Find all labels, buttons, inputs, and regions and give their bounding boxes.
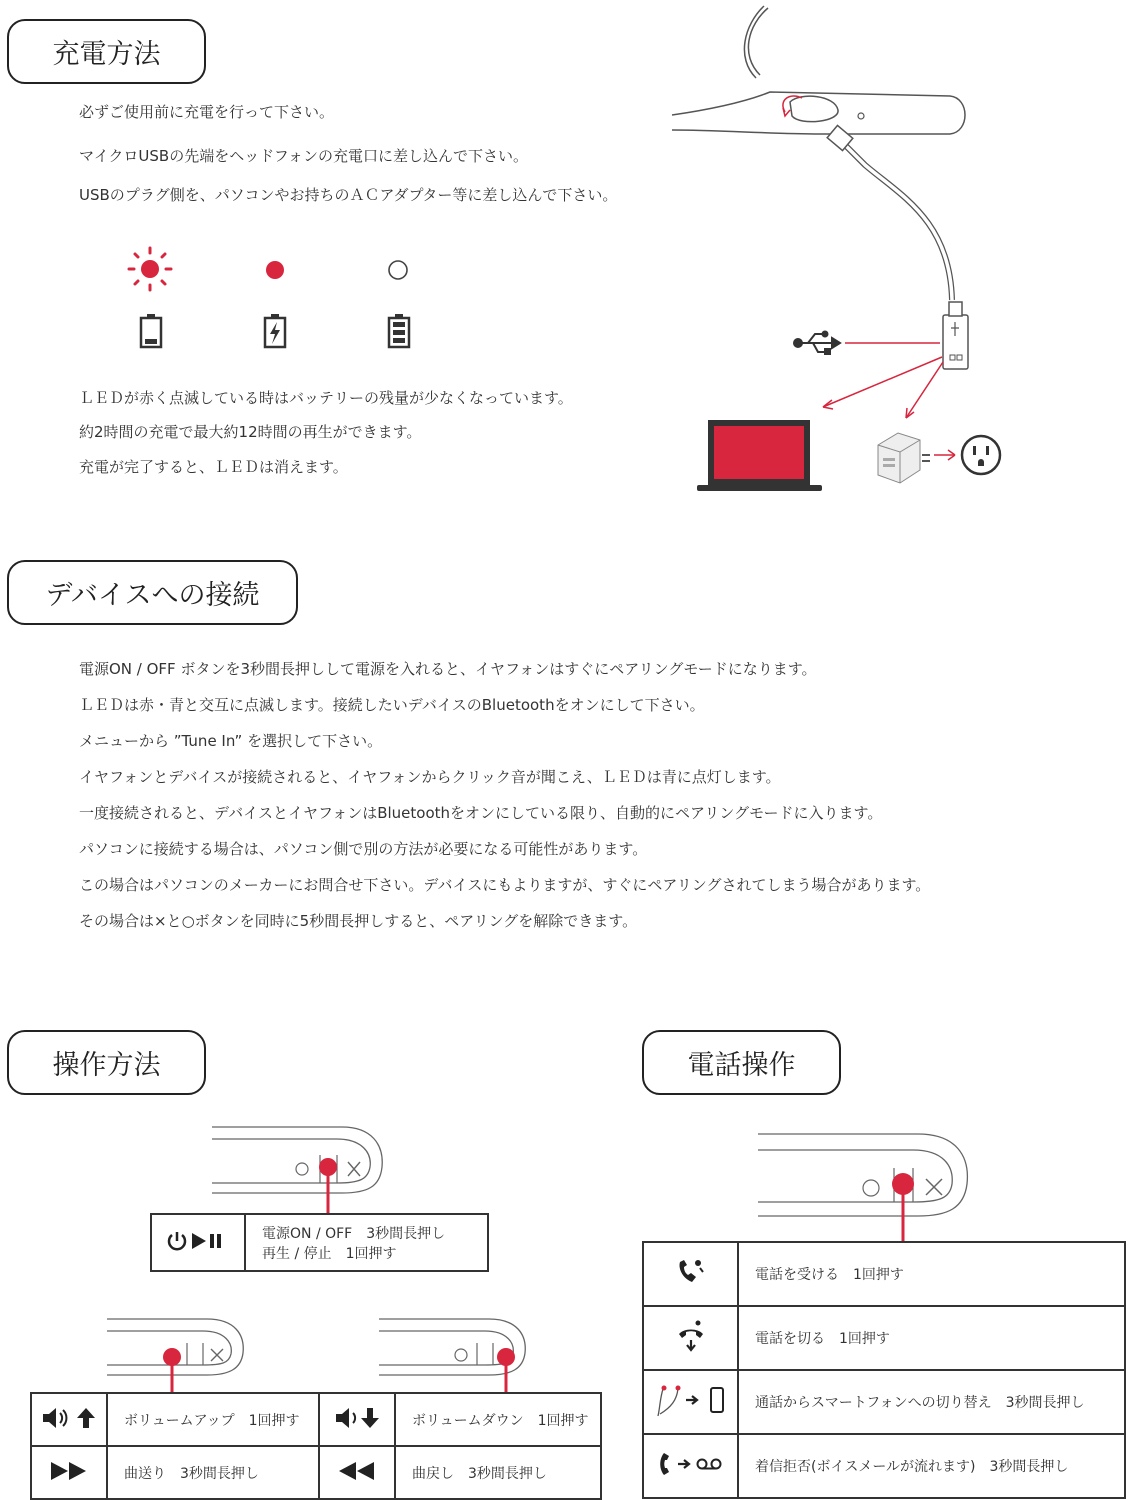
volume-up-icon — [41, 1407, 97, 1429]
earphone-wire — [748, 8, 768, 75]
operation-title: 操作方法 — [52, 1050, 161, 1081]
next-track-icon-cell — [31, 1446, 107, 1499]
battery-charging-icon — [263, 313, 287, 349]
power-table — [150, 1213, 489, 1272]
volume-up-text: ボリュームアップ 1回押す — [107, 1393, 319, 1446]
charging-heading — [7, 19, 206, 84]
connection-title: デバイスへの接続 — [45, 580, 260, 611]
reject-voicemail-icon — [658, 1451, 724, 1477]
phone-table — [642, 1241, 1126, 1499]
next-track-text: 曲送り 3秒間長押し — [107, 1446, 319, 1499]
phone-answer-cell — [643, 1242, 738, 1306]
battery-low-icon — [139, 313, 163, 349]
led-red-icon — [264, 259, 286, 281]
connection-line-7: この場合はパソコンのメーカーにお問合せ下さい。デバイスにもよりますが、すぐにペアリングされてしまう場合があります。 — [79, 876, 931, 894]
phone-answer-text: 電話を受ける 1回押す — [738, 1242, 1125, 1306]
led-blinking-red-icon — [128, 246, 174, 292]
phone-hangup-icon — [676, 1320, 706, 1352]
phone-hangup-text: 電話を切る 1回押す — [738, 1306, 1125, 1370]
connection-line-1: 電源ON / OFF ボタンを3秒間長押しして電源を入れると、イヤフォンはすぐにペアリングモードになります。 — [79, 660, 817, 678]
connection-line-3: メニューから ”Tune In” を選択して下さい。 — [79, 732, 383, 750]
earpiece-diagram-center — [212, 1125, 384, 1215]
wall-outlet-icon — [962, 436, 1000, 474]
power-line-1: 電源ON / OFF 3秒間長押し — [262, 1225, 446, 1242]
volume-down-text: ボリュームダウン 1回押す — [395, 1393, 601, 1446]
operation-heading — [7, 1030, 206, 1095]
usb-cable — [840, 140, 952, 300]
charging-intro-3: USBのプラグ側を、パソコンやお持ちのＡＣアダプター等に差し込んで下さい。 — [79, 186, 618, 204]
power-desc-cell — [245, 1214, 488, 1271]
prev-track-text: 曲戻し 3秒間長押し — [395, 1446, 601, 1499]
charging-note-2: 約2時間の充電で最大約12時間の再生ができます。 — [79, 423, 422, 441]
volume-up-icon-cell — [31, 1393, 107, 1446]
charging-intro-2: マイクロUSBの先端をヘッドフォンの充電口に差し込んで下さい。 — [79, 147, 528, 165]
connection-line-8: その場合は×と○ボタンを同時に5秒間長押しすると、ペアリングを解除できます。 — [79, 912, 638, 930]
volume-track-table — [30, 1392, 602, 1500]
laptop-icon — [697, 420, 822, 491]
connection-line-5: 一度接続されると、デバイスとイヤフォンはBluetoothをオンにしている限り、自動的にペアリングモードに入ります。 — [79, 804, 883, 822]
battery-full-icon — [387, 313, 411, 349]
usb-symbol-icon — [794, 332, 840, 355]
charging-intro-1: 必ずご使用前に充電を行って下さい。 — [79, 103, 335, 121]
phone-answer-icon — [676, 1258, 706, 1286]
charging-title: 充電方法 — [52, 39, 161, 70]
led-off-icon — [387, 259, 409, 281]
connection-line-2: ＬＥＤは赤・青と交互に点滅します。接続したいデバイスのBluetoothをオンにして下さい。 — [79, 696, 705, 714]
power-play-pause-icon — [166, 1230, 230, 1252]
earpiece-diagram-right — [379, 1317, 529, 1393]
charging-note-3: 充電が完了すると、ＬＥＤは消えます。 — [79, 458, 348, 476]
charging-illustration — [660, 0, 1120, 500]
neckband-body — [672, 92, 965, 134]
switch-to-phone-icon — [656, 1382, 726, 1418]
charging-note-1: ＬＥＤが赤く点滅している時はバッテリーの残量が少なくなっています。 — [79, 389, 573, 407]
phone-heading — [642, 1030, 841, 1095]
reject-voicemail-text: 着信拒否(ボイスメールが流れます) 3秒間長押し — [738, 1434, 1125, 1498]
connection-line-4: イヤフォンとデバイスが接続されると、イヤフォンからクリック音が聞こえ、ＬＥＤは青に点灯します。 — [79, 768, 781, 786]
earpiece-diagram-left — [107, 1317, 247, 1393]
reject-voicemail-cell — [643, 1434, 738, 1498]
prev-track-icon — [338, 1461, 376, 1481]
switch-to-phone-text: 通話からスマートフォンへの切り替え 3秒間長押し — [738, 1370, 1125, 1434]
volume-down-icon — [334, 1407, 380, 1429]
next-track-icon — [50, 1461, 88, 1481]
ac-adapter-icon — [878, 433, 930, 483]
connection-line-6: パソコンに接続する場合は、パソコン側で別の方法が必要になる可能性があります。 — [79, 840, 648, 858]
power-line-2: 再生 / 停止 1回押す — [262, 1245, 397, 1262]
power-play-pause-cell — [151, 1214, 245, 1271]
volume-down-icon-cell — [319, 1393, 395, 1446]
connection-heading — [7, 560, 298, 625]
phone-title: 電話操作 — [687, 1050, 796, 1081]
prev-track-icon-cell — [319, 1446, 395, 1499]
switch-to-phone-cell — [643, 1370, 738, 1434]
earpiece-diagram-phone — [758, 1132, 972, 1242]
phone-hangup-cell — [643, 1306, 738, 1370]
